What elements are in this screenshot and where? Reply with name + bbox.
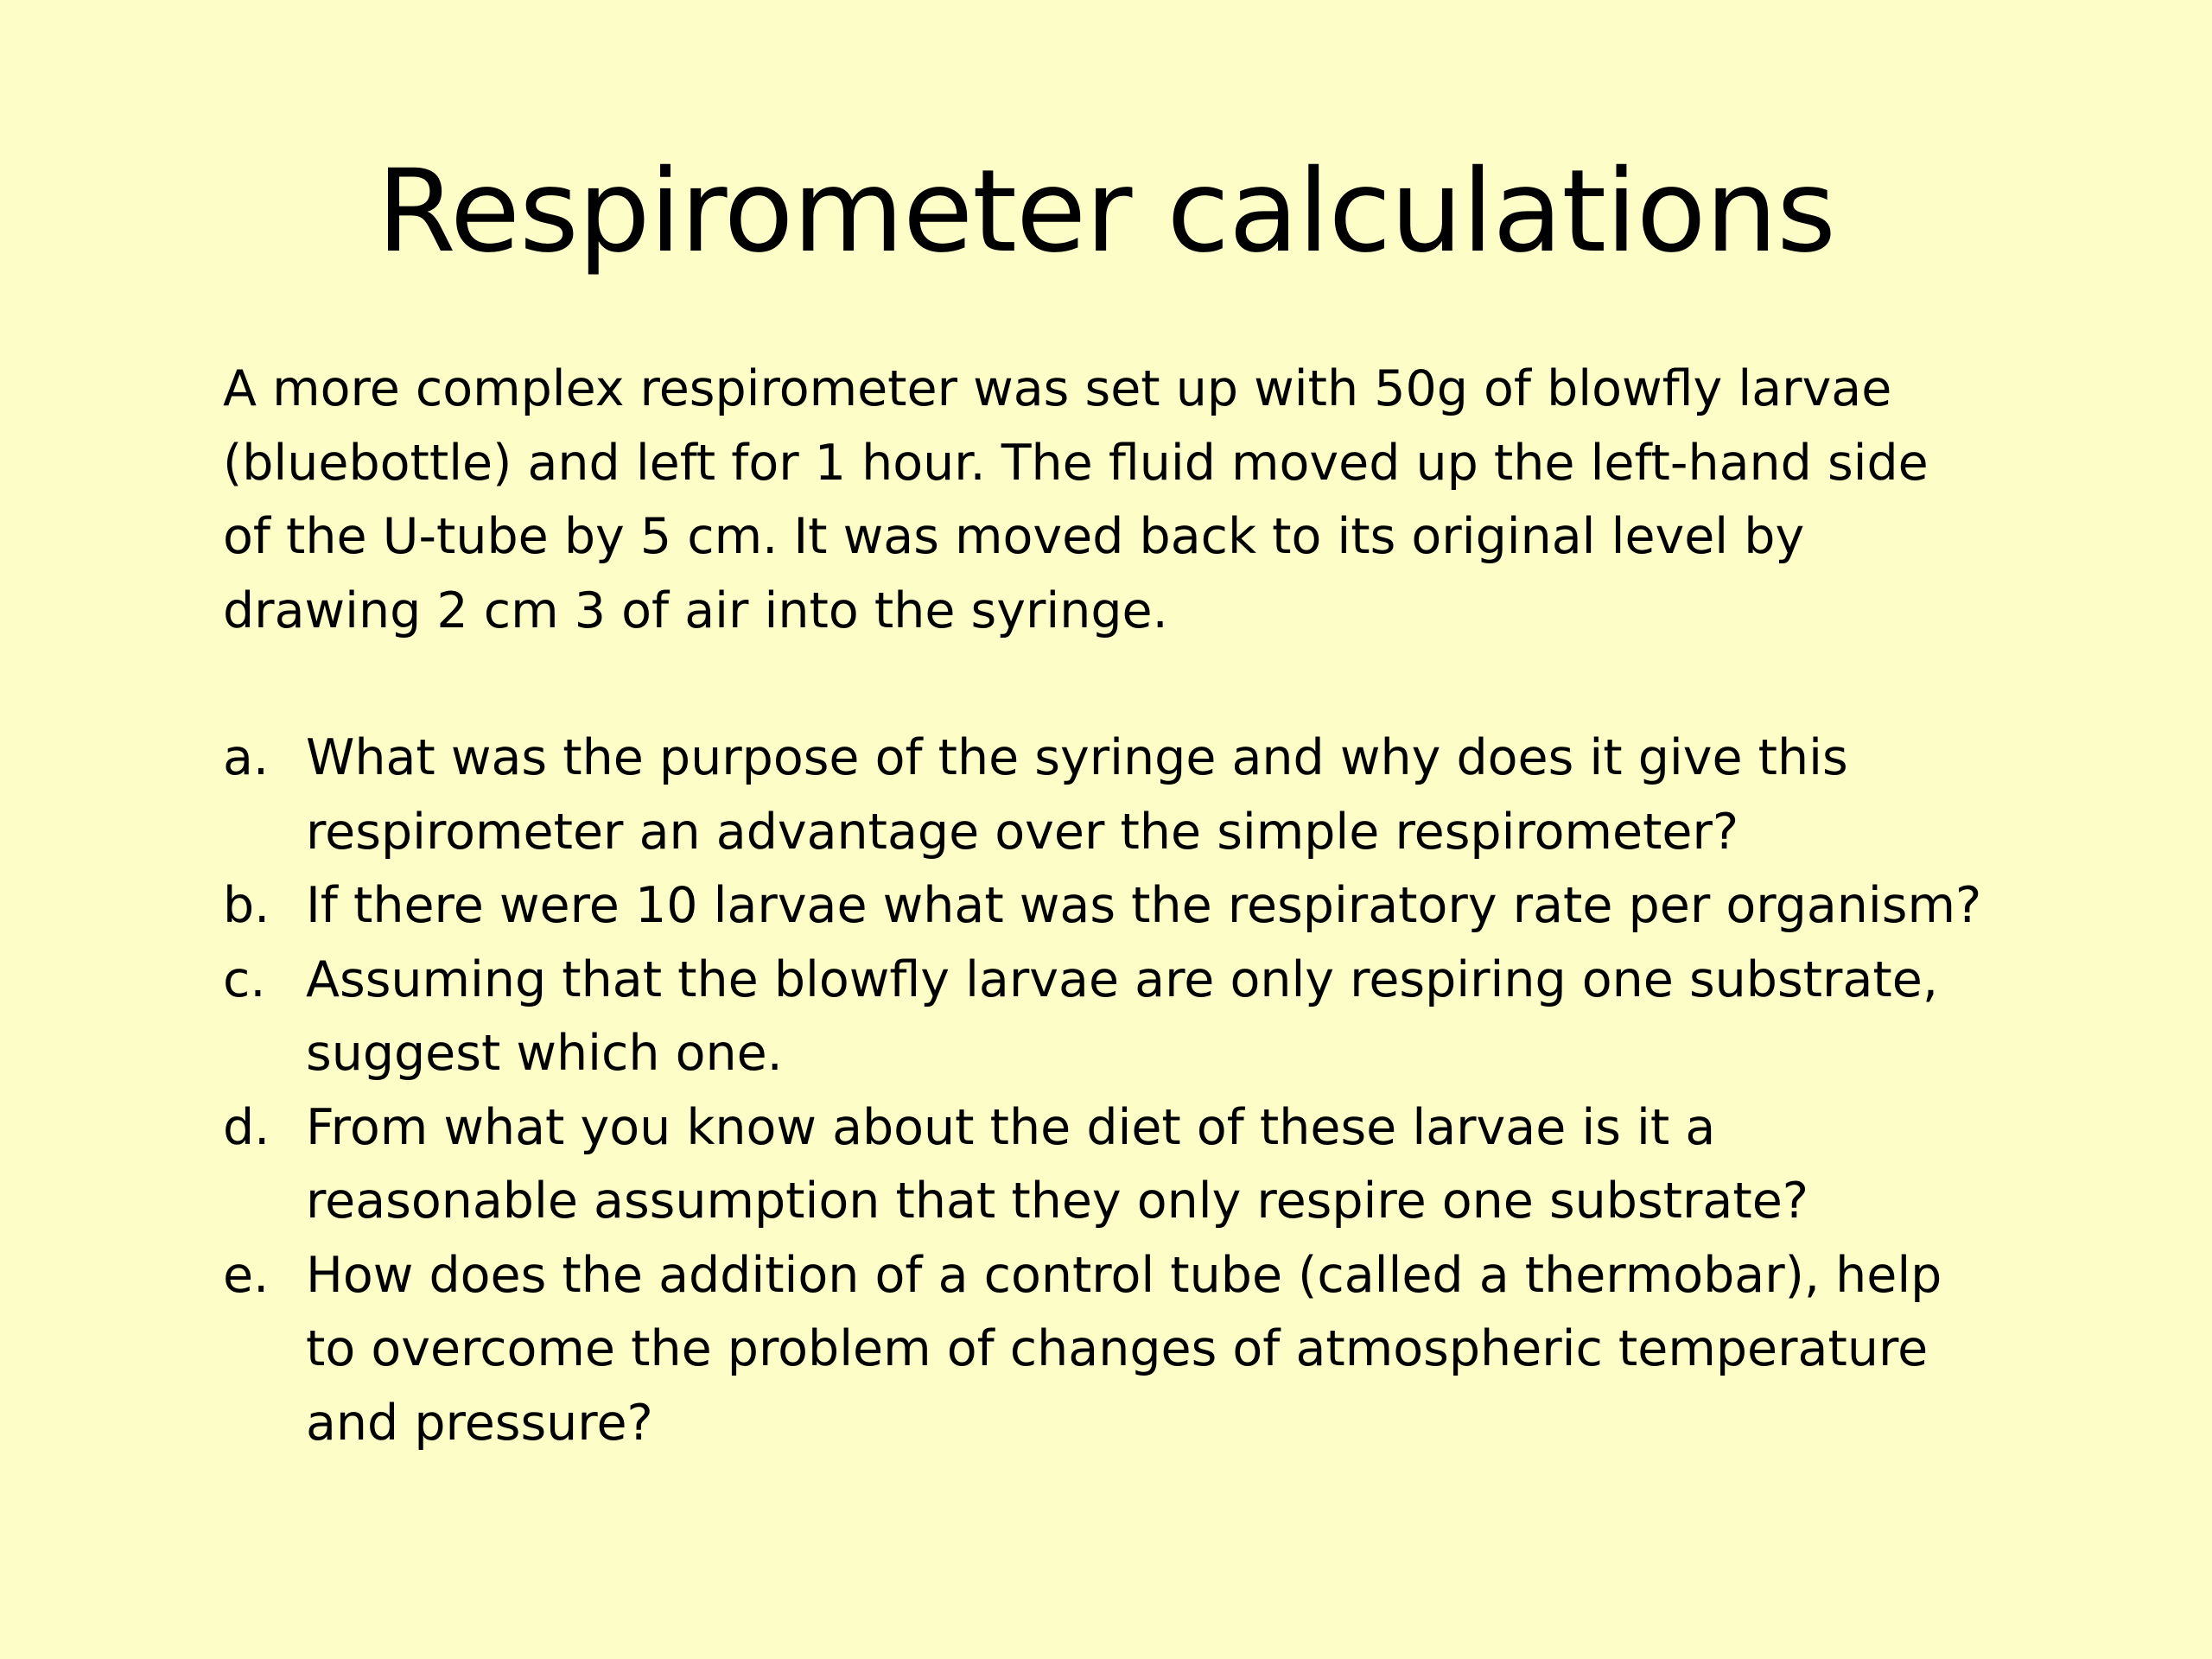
question-line: How does the addition of a control tube (called a thermobar), help [306, 1246, 1942, 1304]
intro-line: A more complex respirometer was set up with 50g of blowfly larvae [223, 360, 1892, 417]
list-marker: b. [223, 877, 270, 934]
intro-line: of the U-tube by 5 cm. It was moved back to its original level by [223, 508, 1805, 565]
question-text [306, 944, 1938, 1091]
question-line: and pressure? [306, 1394, 653, 1452]
list-item [223, 1239, 2037, 1461]
question-list [223, 721, 2037, 1460]
list-item [223, 721, 2037, 869]
question-text [306, 869, 1981, 944]
question-line: to overcome the problem of changes of atmospheric temperature [306, 1320, 1929, 1377]
list-marker: c. [223, 950, 266, 1008]
list-item [223, 1091, 2037, 1239]
question-line: What was the purpose of the syringe and why does it give this [306, 729, 1848, 786]
slide-title: Respirometer calculations [377, 145, 1835, 278]
list-item [223, 869, 2037, 944]
slide-body [223, 353, 2037, 1460]
intro-paragraph [223, 353, 2037, 648]
question-line: suggest which one. [306, 1025, 783, 1082]
question-text [306, 721, 1848, 869]
question-line: If there were 10 larvae what was the respiratory rate per organism? [306, 877, 1982, 934]
question-line: reasonable assumption that they only respire one substrate? [306, 1173, 1809, 1230]
intro-line: (bluebottle) and left for 1 hour. The fluid moved up the left-hand side [223, 434, 1929, 492]
question-text [306, 1091, 1808, 1239]
list-item [223, 944, 2037, 1091]
list-marker: d. [223, 1098, 270, 1156]
list-marker: e. [223, 1246, 270, 1304]
question-line: From what you know about the diet of these larvae is it a [306, 1098, 1716, 1156]
question-line: Assuming that the blowfly larvae are only respiring one substrate, [306, 950, 1938, 1008]
list-marker: a. [223, 729, 270, 786]
question-text [306, 1239, 1942, 1461]
intro-line: drawing 2 cm 3 of air into the syringe. [223, 582, 1168, 639]
question-line: respirometer an advantage over the simple respirometer? [306, 803, 1739, 861]
